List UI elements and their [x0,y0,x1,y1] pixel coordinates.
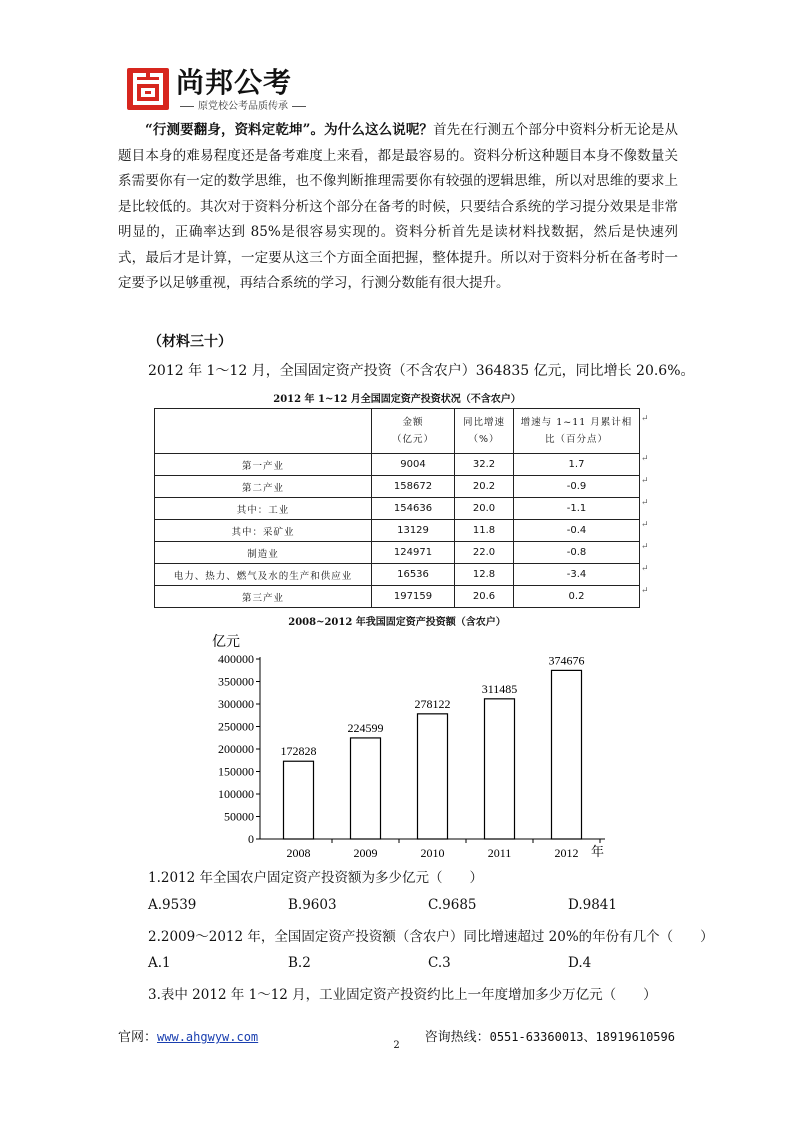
y-tick-label: 350000 [218,674,254,689]
row-diff: -0.9 [514,476,640,498]
row-growth: 11.8 [455,520,514,542]
table-row [155,476,640,498]
footer-site-link[interactable]: www.ahgwyw.com [157,1030,259,1044]
row-amount: 124971 [372,542,455,564]
header-amount-line1: 金额 [402,417,424,428]
header-growth-line1: 同比增速 [462,417,505,428]
x-axis-label: 年 [591,845,605,860]
row-name: 第三产业 [155,586,372,608]
bar [418,714,448,839]
y-tick-label: 250000 [218,719,254,734]
logo [126,67,326,112]
intro-body: 首先在行测五个部分中资料分析无论是从题目本身的难易程度还是备考难度上来看，都是最容易的。资料分析这种题目本身不像数量关系需要你有一定的数学思维，也不像判断推理需要你有较强的逻辑思维，所以对思维的要求上是比较低的。其次对于资料分析这个部分在备考的时候，只要结合系统的学习提分效果是非常明显的，正确率达到 85%是很容易实现的。资料分析首先是读材料找数据，然后是快速列式，最后才是计算，一定要从这三个方面全面把握，整体提升。所以对于资料分析在备考时一定要予以足够重视，再结合系统的学习，行测分数能有很大提升。 [118,122,679,291]
bar-value-label: 224599 [347,720,384,735]
x-tick-label: 2012 [554,846,579,860]
bar [351,738,381,839]
logo-text: 尚邦公考 [176,66,293,99]
intro-paragraph [118,118,678,297]
bar-value-label: 374676 [548,653,585,668]
y-tick-label: 200000 [218,742,254,756]
row-diff: -1.1 [514,498,640,520]
paragraph-mark: ↵ [641,454,649,464]
row-growth: 20.0 [455,498,514,520]
header-growth [455,409,514,454]
row-diff: 1.7 [514,454,640,476]
y-tick-label: 400000 [218,652,254,666]
x-tick-label: 2010 [420,846,445,860]
chart-title: 2008~2012 年我国固定资产投资额（含农户） [288,617,506,628]
bar [485,699,515,839]
row-growth: 22.0 [455,542,514,564]
bar-value-label: 172828 [280,744,317,759]
investment-bar-chart [200,632,640,860]
row-amount: 197159 [372,586,455,608]
row-growth: 20.6 [455,586,514,608]
question-2: 2.2009～2012 年，全国固定资产投资额（含农户）同比增速超过 20%的年份有几个（ ） [148,929,714,945]
q1-option-a: A.9539 [148,897,197,913]
q2-option-b: B.2 [288,955,311,971]
intro-lead: “行测要翻身，资料定乾坤”。为什么这么说呢？ [145,122,434,138]
material-title: （材料三十） [148,334,232,350]
row-amount: 154636 [372,498,455,520]
row-name: 电力、热力、燃气及水的生产和供应业 [155,564,372,586]
row-diff: 0.2 [514,586,640,608]
header-amount-line2: （亿元） [391,434,434,445]
material-lead: 2012 年 1～12 月，全国固定资产投资（不含农户）364835 亿元，同比增长 20.6%。 [148,363,695,379]
bar-value-label: 278122 [414,696,451,711]
paragraph-mark: ↵ [641,414,649,424]
table-row [155,564,640,586]
row-diff: -3.4 [514,564,640,586]
table-row [155,454,640,476]
q2-option-a: A.1 [148,955,171,971]
y-tick-label: 300000 [218,697,254,711]
row-name: 第一产业 [155,454,372,476]
header-growth-line2: （%） [468,434,500,445]
q1-option-d: D.9841 [568,897,617,913]
page-number: 2 [393,1040,400,1051]
table-row [155,498,640,520]
table-row [155,586,640,608]
paragraph-mark: ↵ [641,586,649,596]
footer-site-label: 官网： [118,1030,158,1045]
table-title: 2012 年 1~12 月全国固定资产投资状况（不含农户） [273,394,521,405]
header-blank-cell [155,409,372,454]
question-3: 3.表中 2012 年 1～12 月，工业固定资产投资约比上一年度增加多少万亿元（ ） [148,987,657,1003]
row-amount: 13129 [372,520,455,542]
paragraph-mark: ↵ [641,542,649,552]
footer-hotline-number: 0551-63360013、18919610596 [489,1030,675,1044]
header-amount [372,409,455,454]
table-row [155,520,640,542]
row-amount: 9004 [372,454,455,476]
x-tick-label: 2009 [353,846,378,860]
row-name: 制造业 [155,542,372,564]
row-name: 第二产业 [155,476,372,498]
bar [552,670,582,839]
row-diff: -0.4 [514,520,640,542]
row-name: 其中：工业 [155,498,372,520]
row-diff: -0.8 [514,542,640,564]
paragraph-mark: ↵ [641,564,649,574]
bar [284,761,314,839]
question-1: 1.2012 年全国农户固定资产投资额为多少亿元（ ） [148,870,484,886]
row-amount: 16536 [372,564,455,586]
y-tick-label: 150000 [218,764,254,779]
investment-table [154,408,640,608]
y-tick-label: 0 [248,832,254,846]
header-diff-line2: 比（百分点） [544,434,608,445]
row-growth: 12.8 [455,564,514,586]
q2-option-d: D.4 [568,955,592,971]
row-name: 其中：采矿业 [155,520,372,542]
paragraph-mark: ↵ [641,520,649,530]
row-growth: 32.2 [455,454,514,476]
table-row [155,542,640,564]
paragraph-mark: ↵ [641,498,649,508]
y-tick-label: 100000 [218,787,254,801]
footer-hotline-label: 咨询热线： [424,1030,490,1045]
header-diff-line1: 增速与 1~11 月累计相 [520,417,633,428]
header-diff [514,409,640,454]
x-tick-label: 2008 [286,846,311,860]
row-growth: 20.2 [455,476,514,498]
y-axis-label: 亿元 [212,634,240,650]
x-tick-label: 2011 [487,846,512,860]
table-header-row [155,409,640,454]
logo-subtitle: 原党校公考品质传承 [176,97,310,112]
paragraph-mark: ↵ [641,476,649,486]
y-tick-label: 50000 [224,809,254,824]
q1-option-c: C.9685 [428,897,477,913]
bar-value-label: 311485 [481,681,518,696]
row-amount: 158672 [372,476,455,498]
q2-option-c: C.3 [428,955,451,971]
q1-option-b: B.9603 [288,897,337,913]
logo-mark-icon [126,67,170,111]
